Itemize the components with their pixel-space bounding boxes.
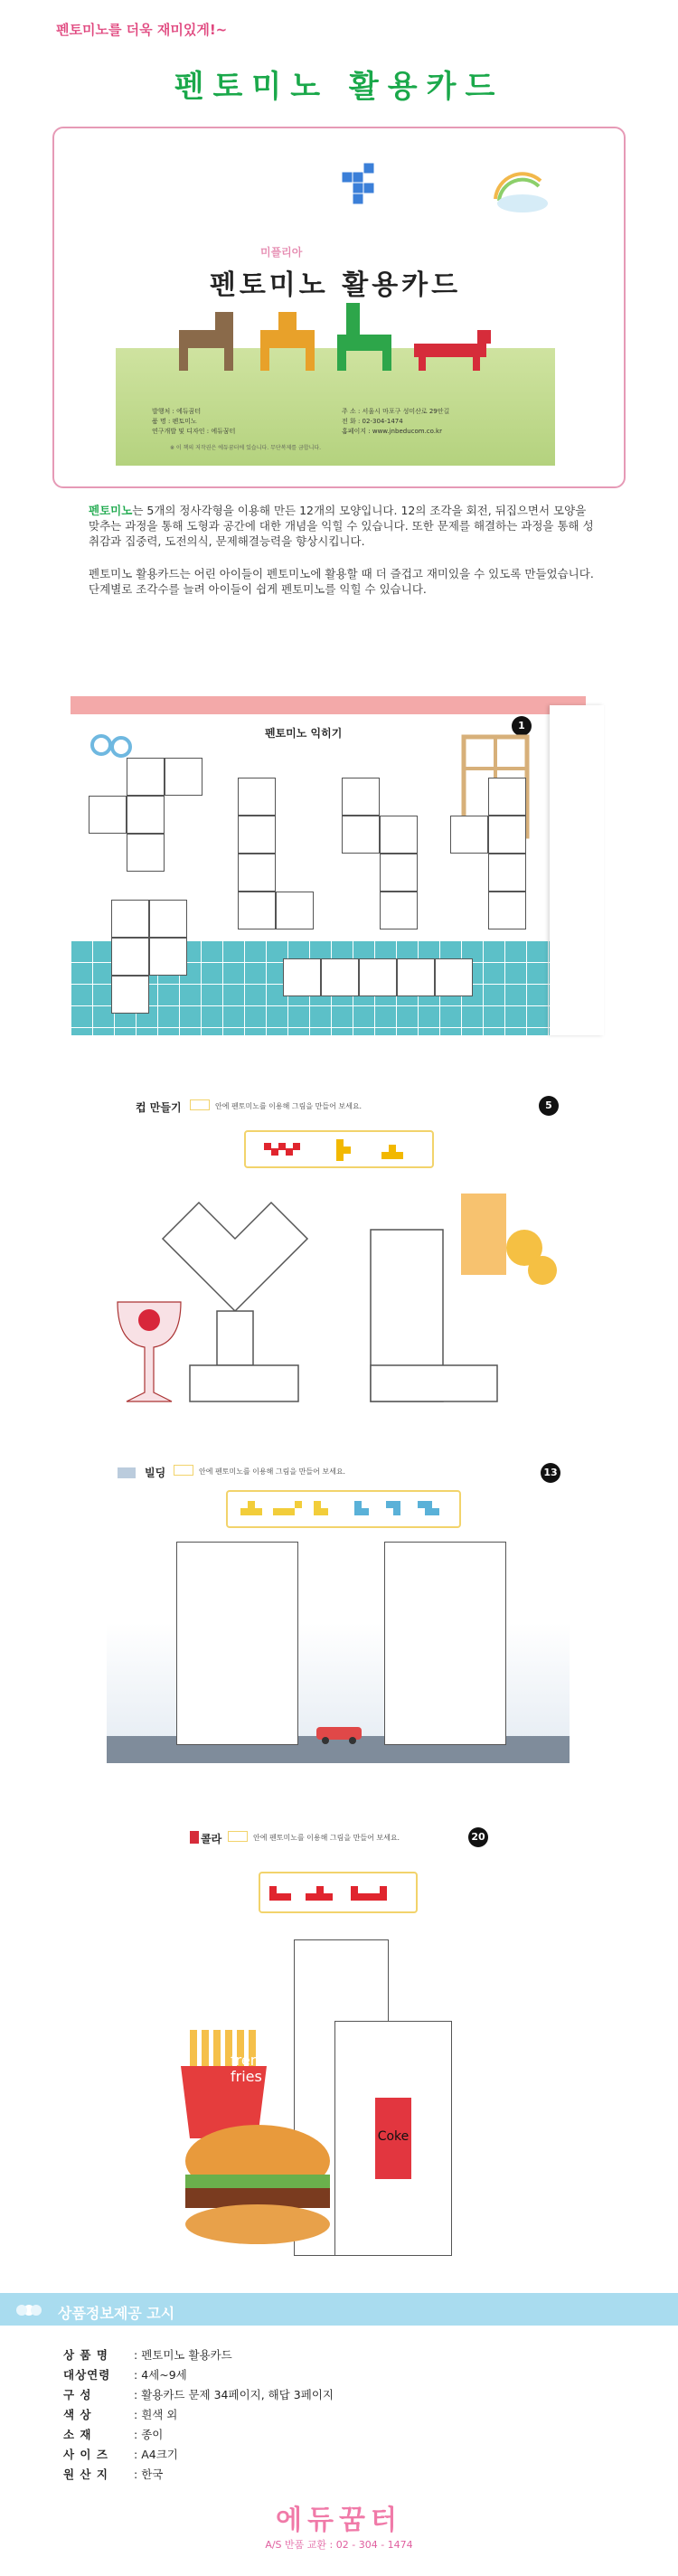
puzzle-cell: [397, 958, 435, 996]
puzzle-cell: [380, 854, 418, 892]
puzzle-cell: [380, 892, 418, 929]
puzzle-cell: [238, 778, 276, 816]
pixel-animals-illustration: [179, 303, 495, 375]
sample-page-2: [99, 1085, 588, 1411]
cover-brand: 미플리아: [260, 246, 303, 259]
page1-title: 펜토미노 익히기: [265, 727, 343, 740]
spec-row: 소 재 : 종이: [63, 2428, 164, 2441]
footer-logo: 에듀꿈터: [276, 2505, 402, 2536]
cover-title: 펜토미노 활용카드: [209, 269, 462, 301]
puzzle-cell: [127, 796, 165, 834]
page4-instruction: 안에 펜토미노를 이용해 그림을 만들어 보세요.: [253, 1834, 400, 1842]
piece-bar: [259, 1872, 418, 1913]
spec-row: 사 이 즈 : A4크기: [63, 2448, 178, 2461]
puzzle-cell: [435, 958, 473, 996]
building-outline-right: [384, 1542, 506, 1745]
coke-can: [375, 2098, 411, 2179]
cover-info-right: 주 소 : 서울시 마포구 성미산로 29안길 전 화 : 02-304-1474 홈페이지 : www.jnbeducom.co.kr: [342, 408, 450, 435]
page3-number: 13: [541, 1463, 560, 1483]
page2-instruction: 안에 펜토미노를 이용해 그림을 만들어 보세요.: [215, 1102, 363, 1110]
intro-text-1: 는 5개의 정사각형을 이용해 만든 12개의 모양입니다. 12의 조각을 회전, 뒤집으면서 모양을 맞추는 과정을 통해 도형과 공간에 대한 개념을 익힐 수 있습니다. 또한 문제를 해결하는 과정을 통해 성취감과 집중력, 도전의식, 문제해결능력을 향상시킵니다.: [89, 504, 594, 548]
cola-icon: [190, 1831, 199, 1844]
footer-contact: A/S 반품 교환 : 02 - 304 - 1474: [265, 2539, 413, 2551]
puzzle-cell: [359, 958, 397, 996]
cover-card: [116, 145, 555, 466]
specs-title: 상품정보제공 고시: [58, 2305, 175, 2322]
spec-row: 원 산 지 : 한국: [63, 2467, 164, 2481]
building-icon: [118, 1465, 136, 1477]
page2-number: 5: [539, 1096, 559, 1116]
puzzle-cell: [238, 816, 276, 854]
page4-number: 20: [468, 1827, 488, 1847]
puzzle-cell: [488, 854, 526, 892]
spec-row: 색 상 : 흰색 외: [63, 2408, 178, 2421]
cup-outline-illustration: [99, 1184, 588, 1420]
sample-page-3: [108, 1456, 579, 1781]
flower-icon: [13, 2298, 45, 2322]
puzzle-cell: [149, 900, 187, 938]
puzzle-cell: [89, 796, 127, 834]
puzzle-cell: [488, 892, 526, 929]
puzzle-cell: [165, 758, 202, 796]
intro-highlight: 펜토미노: [89, 504, 133, 517]
blue-tetromino-icon: [333, 163, 387, 217]
page1-page-edge: [550, 705, 604, 1035]
piece-bar: [244, 1130, 434, 1168]
puzzle-cell: [488, 778, 526, 816]
puzzle-cell: [321, 958, 359, 996]
spec-row: 대상연령 : 4세~9세: [63, 2368, 187, 2382]
puzzle-cell: [111, 976, 149, 1014]
page4-title: 콜라: [201, 1833, 222, 1845]
puzzle-cell: [283, 958, 321, 996]
puzzle-cell: [111, 938, 149, 976]
puzzle-cell: [276, 892, 314, 929]
puzzle-cell: [380, 816, 418, 854]
piece-bar: [226, 1490, 461, 1528]
fries-label: french fries: [231, 2052, 277, 2085]
tagline: 펜토미노를 더욱 재미있게!~: [56, 22, 228, 38]
page-title: 펜토미노 활용카드: [174, 69, 504, 105]
spec-row: 구 성 : 활용카드 문제 34페이지, 해답 3페이지: [63, 2388, 334, 2401]
puzzle-cell: [238, 892, 276, 929]
intro-paragraph-1: [89, 503, 595, 549]
puzzle-cell: [342, 816, 380, 854]
puzzle-cell: [488, 816, 526, 854]
page1-number: 1: [512, 716, 532, 736]
puzzle-cell: [342, 778, 380, 816]
puzzle-cell: [127, 758, 165, 796]
sample-page-4: [181, 1822, 524, 2256]
puzzle-cell: [111, 900, 149, 938]
answer-box: [228, 1831, 248, 1842]
rings-icon: [89, 732, 138, 760]
answer-box: [174, 1465, 193, 1476]
page2-title: 컵 만들기: [136, 1101, 182, 1114]
rainbow-cloud-icon: [477, 154, 550, 217]
intro-paragraph-2: 펜토미노 활용카드는 어린 아이들이 펜토미노에 활용할 때 더 즐겁고 재미있을 수 있도록 만들었습니다. 단계별로 조각수를 늘려 아이들이 쉽게 펜토미노를 익힐 수 있습니다.: [89, 567, 594, 596]
puzzle-cell: [450, 816, 488, 854]
sample-page-1: [71, 696, 604, 1040]
cover-note: ※ 이 책의 저작권은 에듀꿈터에 있습니다. 무단복제를 금합니다.: [170, 445, 322, 451]
page1-top-bar: [71, 696, 586, 714]
page3-title: 빌딩: [145, 1467, 166, 1479]
car-icon: [312, 1718, 366, 1745]
spec-row: 상 품 명 : 펜토미노 활용카드: [63, 2348, 232, 2362]
puzzle-cell: [127, 834, 165, 872]
puzzle-cell: [238, 854, 276, 892]
coke-label: Coke: [377, 2129, 410, 2144]
page3-instruction: 안에 펜토미노를 이용해 그림을 만들어 보세요.: [199, 1467, 346, 1476]
answer-box: [190, 1099, 210, 1110]
cover-info-left: 발행처 : 에듀꿈터 품 명 : 펜토미노 연구개발 및 디자인 : 에듀꿈터: [152, 408, 236, 435]
puzzle-cell: [149, 938, 187, 976]
building-outline-left: [176, 1542, 298, 1745]
